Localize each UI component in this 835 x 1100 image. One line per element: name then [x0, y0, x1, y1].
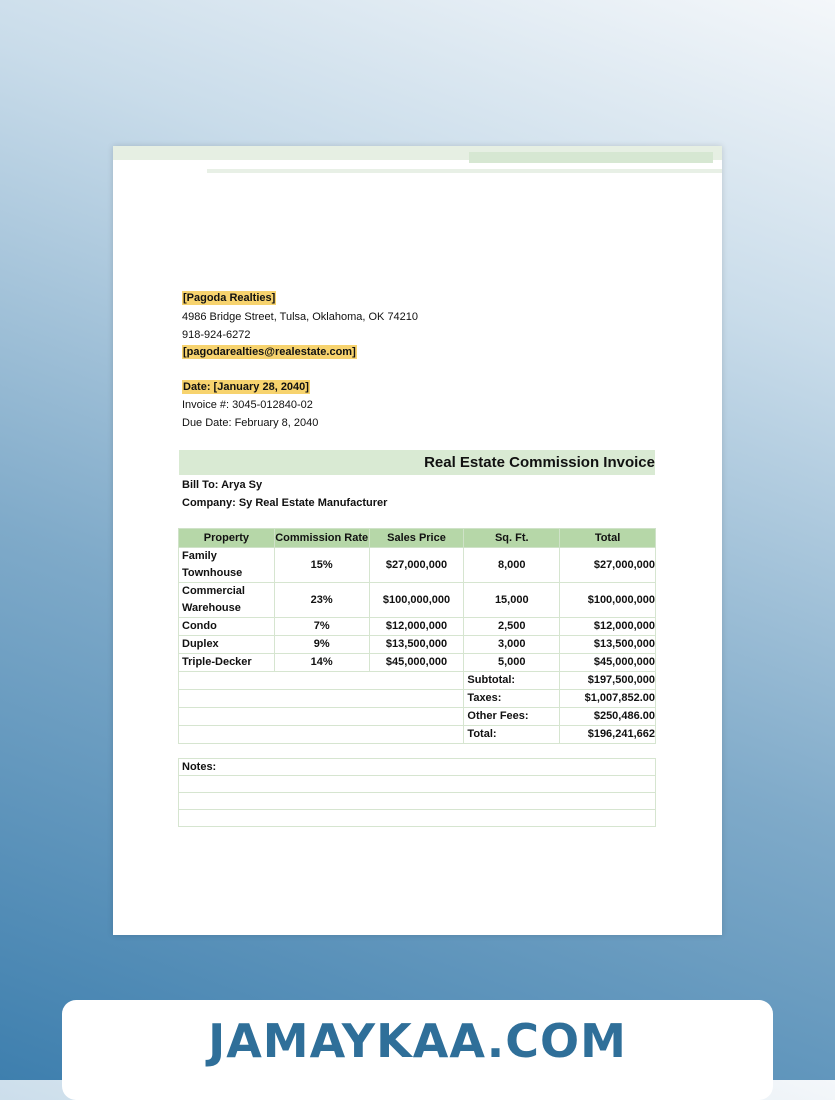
- cell-property: Triple-Decker: [179, 654, 275, 672]
- company-name: [Pagoda Realties]: [183, 292, 276, 304]
- table-row: [179, 654, 656, 672]
- invoice-document: [113, 146, 722, 935]
- summary-row-taxes: [179, 690, 656, 708]
- table-row: [179, 636, 656, 654]
- summary-row-other-fees: [179, 708, 656, 726]
- notes-cell: [179, 810, 656, 827]
- invoice-date-line: [182, 380, 310, 394]
- title-bar: [179, 450, 655, 475]
- company-email-line: [182, 345, 357, 359]
- cell-sales-price: $27,000,000: [369, 548, 464, 583]
- header-sales-price: Sales Price: [369, 529, 464, 548]
- summary-value: $197,500,000: [560, 672, 656, 690]
- summary-label: Other Fees:: [464, 708, 560, 726]
- cell-property: Duplex: [179, 636, 275, 654]
- header-band-accent: [469, 152, 713, 163]
- notes-header-row: [179, 759, 656, 776]
- cell-sq-ft: 8,000: [464, 548, 560, 583]
- cell-sq-ft: 5,000: [464, 654, 560, 672]
- notes-line: [179, 810, 656, 827]
- cell-property: Condo: [179, 618, 275, 636]
- cell-sales-price: $100,000,000: [369, 583, 464, 618]
- table-row: [179, 583, 656, 618]
- invoice-date: Date: [January 28, 2040]: [183, 381, 309, 393]
- commission-table: [178, 528, 656, 744]
- header-commission-rate: Commission Rate: [274, 529, 369, 548]
- summary-spacer: [179, 708, 464, 726]
- summary-label: Subtotal:: [464, 672, 560, 690]
- cell-commission-rate: 7%: [274, 618, 369, 636]
- bill-to-name: Bill To: Arya Sy: [182, 479, 263, 491]
- summary-spacer: [179, 726, 464, 744]
- header-property: Property: [179, 529, 275, 548]
- cell-sq-ft: 3,000: [464, 636, 560, 654]
- summary-label: Taxes:: [464, 690, 560, 708]
- company-phone: 918-924-6272: [182, 329, 251, 341]
- company-email: [pagodarealties@realestate.com]: [183, 346, 356, 358]
- company-name-line: [182, 291, 276, 305]
- notes-line: [179, 776, 656, 793]
- cell-commission-rate: 9%: [274, 636, 369, 654]
- notes-cell: [179, 793, 656, 810]
- summary-label: Total:: [464, 726, 560, 744]
- invoice-title: Real Estate Commission Invoice: [424, 454, 655, 471]
- notes-label: Notes:: [179, 759, 656, 776]
- summary-row-subtotal: [179, 672, 656, 690]
- cell-total: $13,500,000: [560, 636, 656, 654]
- cell-sales-price: $13,500,000: [369, 636, 464, 654]
- cell-commission-rate: 15%: [274, 548, 369, 583]
- cell-property: Family Townhouse: [179, 548, 275, 583]
- cell-sales-price: $45,000,000: [369, 654, 464, 672]
- table-header-row: [179, 529, 656, 548]
- cell-sq-ft: 2,500: [464, 618, 560, 636]
- summary-value: $250,486.00: [560, 708, 656, 726]
- company-address: 4986 Bridge Street, Tulsa, Oklahoma, OK 74210: [182, 311, 419, 323]
- bill-to-company: Company: Sy Real Estate Manufacturer: [182, 497, 388, 509]
- summary-spacer: [179, 672, 464, 690]
- cell-property: Commercial Warehouse: [179, 583, 275, 618]
- invoice-number: Invoice #: 3045-012840-02: [182, 399, 313, 411]
- notes-line: [179, 793, 656, 810]
- banner-text: JAMAYKAA.COM: [208, 1014, 627, 1068]
- cell-total: $27,000,000: [560, 548, 656, 583]
- summary-spacer: [179, 690, 464, 708]
- cell-total: $100,000,000: [560, 583, 656, 618]
- header-sq-ft: Sq. Ft.: [464, 529, 560, 548]
- watermark-banner: [62, 1000, 773, 1100]
- summary-row-total: [179, 726, 656, 744]
- summary-value: $1,007,852.00: [560, 690, 656, 708]
- notes-cell: [179, 776, 656, 793]
- header-total: Total: [560, 529, 656, 548]
- cell-commission-rate: 14%: [274, 654, 369, 672]
- summary-value: $196,241,662: [560, 726, 656, 744]
- table-row: [179, 618, 656, 636]
- cell-total: $12,000,000: [560, 618, 656, 636]
- cell-commission-rate: 23%: [274, 583, 369, 618]
- notes-table: [178, 758, 656, 827]
- cell-sq-ft: 15,000: [464, 583, 560, 618]
- table-row: [179, 548, 656, 583]
- invoice-due-date: Due Date: February 8, 2040: [182, 417, 319, 429]
- cell-total: $45,000,000: [560, 654, 656, 672]
- header-rule: [207, 169, 722, 173]
- cell-sales-price: $12,000,000: [369, 618, 464, 636]
